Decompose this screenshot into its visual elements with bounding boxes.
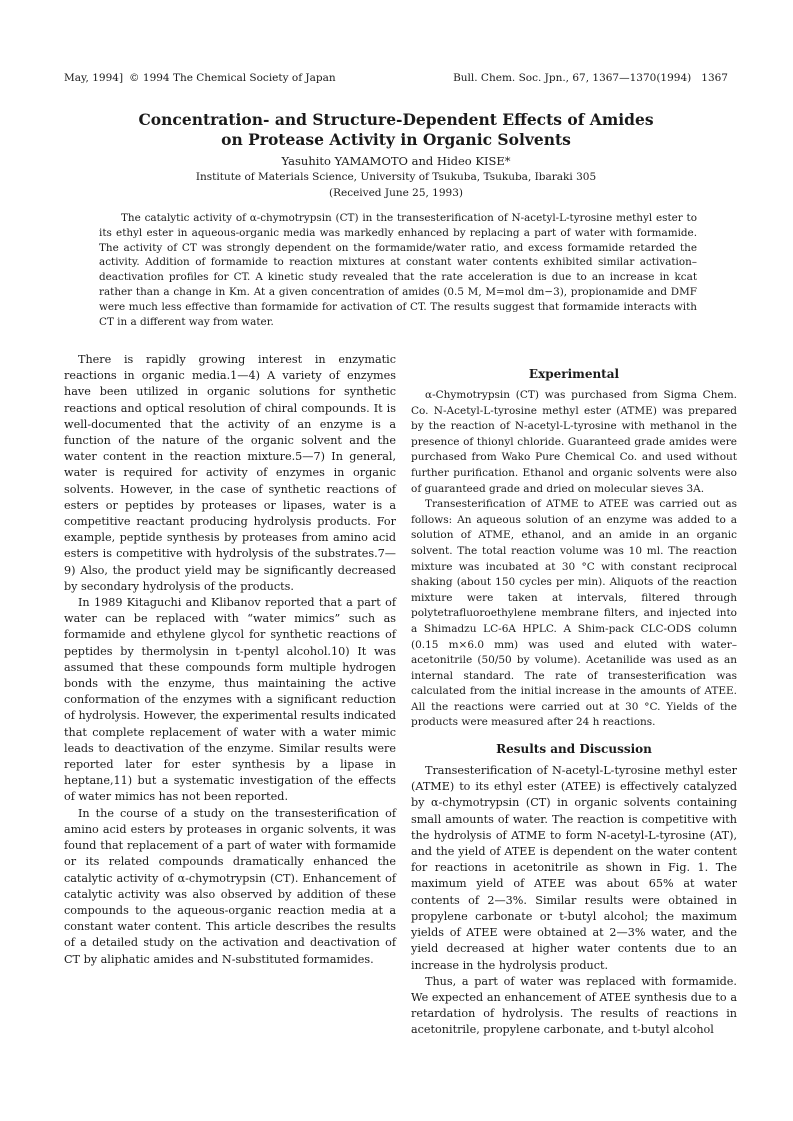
results-paragraph-1: Transesterification of N-acetyl-L-tyrosine methyl ester (ATME) to its ethyl ester (ATEE) is effectively catalyzed by α-chymotrypsin (CT) in organic solvents containing small amounts of water. The reaction is competitive with the hydrolysis of ATME to form N-acetyl-L-tyrosine (AT), and the yield of ATEE is dependent on the water content for reactions in acetonitrile as shown in Fig. 1. The maximum yield of ATEE was about 65% at water contents of 2—3%. Similar results were obtained in propylene carbonate or t-butyl alcohol; the maximum yields of ATEE were obtained at 2—3% water, and the yield decreased at higher water contents due to an increase in the hydrolysis product.	[411, 764, 737, 972]
experimental-paragraph-2: Transesterification of ATME to ATEE was carried out as follows: An aqueous solution of an enzyme was added to a solution of ATME, ethanol, and an amide in an organic solvent. The total reaction volume was 10 ml. The reaction mixture was incubated at 30 °C with constant reciprocal shaking (about 150 cycles per min). Aliquots of the reaction mixture were taken at intervals, filtered through polytetrafluoroethylene membrane filters, and injected into a Shimadzu LC-6A HPLC. A Shim-pack CLC-ODS column (0.15 m×6.0 mm) was used and eluted with water–acetonitrile (50/50 by volume). Acetanilide was used as an internal standard. The rate of transesterification was calculated from the initial increase in the amounts of ATEE. All the reactions were carried out at 30 °C. Yields of the products were measured after 24 h reactions.	[411, 498, 737, 729]
header-citation: Bull. Chem. Soc. Jpn., 67, 1367—1370(1994)	[453, 72, 692, 84]
authors: Yasuhito YAMAMOTO and Hideo KISE*	[281, 154, 511, 168]
affiliation: Institute of Materials Science, University of Tsukuba, Tsukuba, Ibaraki 305	[195, 171, 597, 183]
abstract-text: The catalytic activity of α-chymotrypsin (CT) in the transesterification of N-acetyl-L-tyrosine methyl ester to its ethyl ester in aqueous-organic media was markedly enhanced by replacing a part of water with formamide. The activity of CT was strongly dependent on the formamide/water ratio, and excess formamide retarded the activity. Addition of formamide to reaction mixtures at constant water contents exhibited similar activation–deactivation profiles for CT. A kinetic study revealed that the rate acceleration is due to an increase in kcat rather than a change in Km. At a given concentration of amides (0.5 M, M=mol dm−3), propionamide and DMF were much less effective than formamide for activation of CT. The results suggest that formamide interacts with CT in a different way from water.	[99, 212, 697, 328]
header-right	[453, 70, 728, 86]
experimental-paragraph-1: α-Chymotrypsin (CT) was purchased from Sigma Chem. Co. N-Acetyl-L-tyrosine methyl ester (ATME) was prepared by the reaction of N-acetyl-L-tyrosine with methanol in the presence of thionyl chloride. Guaranteed grade amides were purchased from Wako Pure Chemical Co. and used without further purification. Ethanol and organic solvents were also of guaranteed grade and dried on molecular sieves 3A.	[411, 389, 737, 495]
header-copyright: © 1994 The Chemical Society of Japan	[129, 72, 336, 84]
intro-paragraph-3: In the course of a study on the transesterification of amino acid esters by proteases in organic solvents, it was found that replacement of a part of water with formamide or its related compounds dramatically enhanced the catalytic activity of α-chymotrypsin (CT). Enhancement of catalytic activity was also observed by addition of these compounds to the aqueous-organic reaction media at a constant water content. This article describes the results of a detailed study on the activation and deactivation of CT by aliphatic amides and N-substituted formamides.	[64, 806, 396, 966]
right-column	[411, 366, 737, 1039]
received-date: (Received June 25, 1993)	[328, 187, 463, 199]
header-left	[64, 70, 336, 86]
header-date: May, 1994]	[64, 72, 124, 84]
title-line-1: Concentration- and Structure-Dependent Effects of Amides	[138, 110, 654, 129]
experimental-heading: Experimental	[528, 367, 620, 381]
results-body	[411, 763, 737, 1038]
left-column	[64, 352, 396, 968]
page-number: 1367	[701, 72, 728, 84]
results-heading: Results and Discussion	[496, 742, 652, 757]
intro-paragraph-2: In 1989 Kitaguchi and Klibanov reported that a part of water can be replaced with “water mimics” such as formamide and ethylene glycol for synthetic reactions of peptides by thermolysin in t-pentyl alcohol.10) It was assumed that these compounds form multiple hydrogen bonds with the enzyme, thus maintaining the active conformation of the enzymes with a significant reduction of hydrolysis. However, the experimental results indicated that complete replacement of water with a water mimic leads to deactivation of the enzyme. Similar results were reported later for ester synthesis by a lipase in heptane,11) but a systematic investigation of the effects of water mimics has not been reported.	[64, 596, 396, 804]
paper-title	[64, 110, 728, 150]
running-header	[64, 70, 728, 86]
intro-paragraph-1: There is rapidly growing interest in enzymatic reactions in organic media.1—4) A variety of enzymes have been utilized in organic solutions for synthetic reactions and optical resolution of chiral compounds. It is well-documented that the activity of an enzyme is a function of the nature of the organic solvent and the water content in the reaction mixture.5—7) In general, water is required for activity of enzymes in organic solvents. However, in the case of synthetic reactions of esters or peptides by proteases or lipases, water is a competitive reactant producing hydrolysis products. For example, peptide synthesis by proteases from amino acid esters is competitive with hydrolysis of the substrates.7—9) Also, the product yield may be significantly decreased by secondary hydrolysis of the products.	[64, 353, 396, 593]
title-line-2: on Protease Activity in Organic Solvents	[221, 130, 571, 149]
results-paragraph-2: Thus, a part of water was replaced with formamide. We expected an enhancement of ATEE synthesis due to a retardation of hydrolysis. The results of reactions in acetonitrile, propylene carbonate, and t-butyl alcohol	[411, 974, 737, 1037]
abstract	[99, 211, 697, 329]
